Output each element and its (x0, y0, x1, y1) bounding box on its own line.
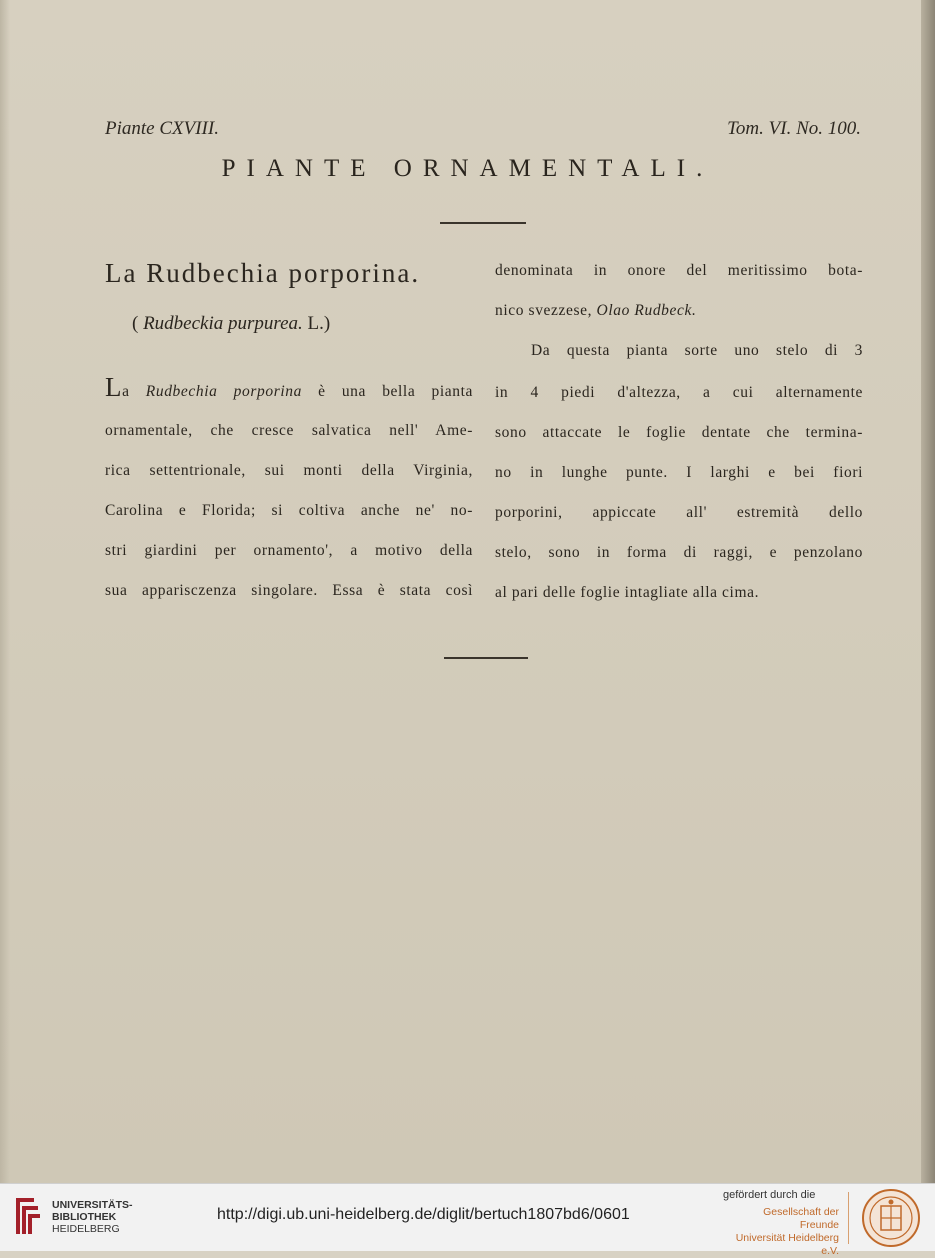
permalink-url[interactable]: http://digi.ub.uni-heidelberg.de/diglit/bertuch1807bd6/0601 (217, 1206, 630, 1223)
text-line: Carolina e Florida; si coltiva anche ne' no- (105, 502, 473, 519)
text-line: ornamentale, che cresce salvatica nell' Ame- (105, 422, 473, 439)
section-title: PIANTE ORNAMENTALI. (221, 155, 714, 182)
text-fragment: è una bella pianta (301, 383, 473, 400)
sponsor-name[interactable] (727, 1206, 839, 1258)
text-line: rica settentrionale, sui monti della Virginia, (105, 462, 473, 479)
library-name-line: UNIVERSITÄTS- (52, 1199, 133, 1211)
end-rule (444, 657, 528, 659)
title-rule (440, 222, 526, 224)
article-subtitle (132, 313, 472, 335)
text-line: in 4 piedi d'altezza, a cui alternamente (495, 384, 863, 401)
text-line (105, 374, 473, 401)
text-line: al pari delle foglie intagliate alla cima. (495, 584, 760, 601)
text-line: sono attaccate le foglie dentate che termina- (495, 424, 863, 441)
volume-number: Tom. VI. No. 100. (727, 118, 861, 139)
sponsor-name-line: Gesellschaft der Freunde (763, 1206, 839, 1231)
subtitle-open: ( (132, 313, 139, 334)
text-line: stelo, sono in forma di raggi, e penzolano (495, 544, 863, 561)
university-seal-icon[interactable] (861, 1188, 921, 1248)
text-line: porporini, appiccate all' estremità dello (495, 504, 863, 521)
plate-number: Piante CXVIII. (105, 118, 219, 139)
text-italic: Olao Rudbeck. (596, 302, 697, 319)
drop-cap: L (105, 372, 123, 402)
text-fragment: nico svezzese, (495, 302, 597, 319)
sponsor-name-line: Universität Heidelberg e.V. (735, 1232, 839, 1257)
text-fragment: a (122, 383, 146, 400)
library-logo-icon[interactable] (12, 1194, 42, 1238)
subtitle-author: L.) (307, 313, 331, 334)
viewer-footer (0, 1183, 935, 1257)
text-line: no in lunghe punte. I larghi e bei fiori (495, 464, 863, 481)
footer-divider (848, 1192, 849, 1244)
text-line (495, 302, 696, 320)
library-name-line: HEIDELBERG (52, 1223, 120, 1235)
text-italic: Rudbechia porporina (145, 383, 302, 400)
library-name[interactable] (52, 1199, 133, 1235)
sponsor-intro: gefördert durch die (723, 1189, 816, 1201)
text-line: sua apparisczenza singolare. Essa è stata così (105, 582, 473, 599)
text-line: Da questa pianta sorte uno stelo di 3 (531, 342, 863, 359)
text-column-right (495, 258, 863, 618)
article-title: La Rudbechia porporina. (105, 258, 421, 288)
text-line: denominata in onore del meritissimo bota- (495, 262, 863, 279)
text-column-left (105, 374, 473, 614)
text-line: stri giardini per ornamento', a motivo della (105, 542, 473, 559)
subtitle-latin-name: Rudbeckia purpurea. (143, 313, 303, 334)
library-name-line: BIBLIOTHEK (52, 1211, 117, 1223)
